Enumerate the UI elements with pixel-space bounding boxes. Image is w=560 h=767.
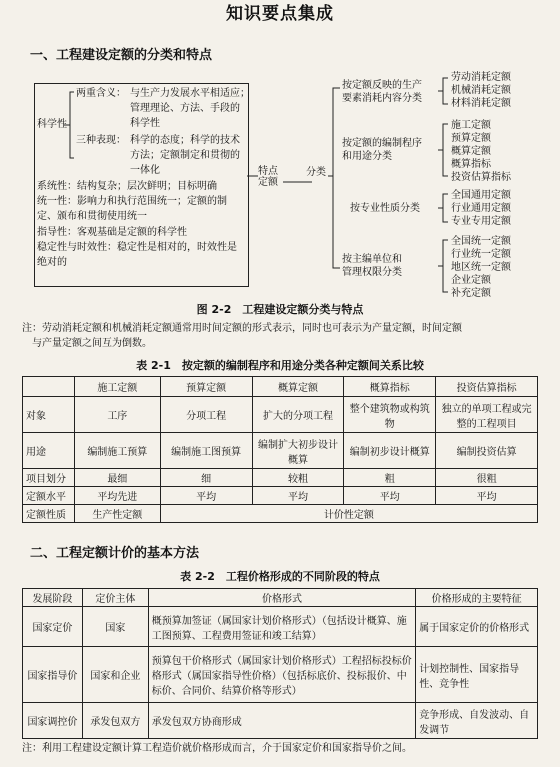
table-1-header	[23, 377, 75, 397]
table-cell: 计价性定额	[160, 505, 537, 523]
table-cell: 平均	[252, 487, 344, 505]
table-row	[23, 469, 538, 487]
table-1-header: 施工定额	[74, 377, 160, 397]
table-1-caption: 表 2-1 按定额的编制程序和用途分类各种定额间关系比较	[136, 359, 424, 372]
table-1-header: 概算指标	[344, 377, 436, 397]
category-4-item: 企业定额	[451, 275, 491, 286]
stage-cell: 国家指导价	[23, 647, 83, 703]
category-4-item: 地区统一定额	[451, 262, 511, 273]
category-2-item: 概算定额	[451, 146, 491, 157]
quota-label: 定额	[258, 177, 278, 188]
directive-text: 指导性：客观基础是定额的科学性	[37, 227, 187, 238]
features-label: 特点	[258, 166, 278, 177]
category-2-item: 投资估算指标	[451, 172, 511, 183]
classify-label: 分类	[306, 167, 326, 178]
row-label: 定额水平	[23, 487, 75, 505]
feature-cell: 竞争形成、自发波动、自发调节	[416, 703, 538, 739]
table-2-header: 发展阶段	[23, 589, 83, 607]
category-2-label: 按定额的编制程序	[342, 138, 422, 149]
table-cell: 编制投资估算	[436, 433, 538, 469]
table-1-header-row	[23, 377, 538, 397]
table-cell: 扩大的分项工程	[252, 397, 344, 433]
meaning-line-3: 科学性	[130, 118, 160, 129]
table-cell: 较粗	[252, 469, 344, 487]
row-label: 定额性质	[23, 505, 75, 523]
category-3-item: 全国通用定额	[451, 190, 511, 201]
category-4-label: 按主编单位和	[342, 254, 402, 265]
stability-line-2: 绝对的	[37, 257, 67, 268]
form-cell: 承发包双方协商形成	[148, 703, 415, 739]
stage-cell: 国家定价	[23, 607, 83, 647]
table-cell: 整个建筑物或构筑物	[344, 397, 436, 433]
table-cell: 独立的单项工程或完整的工程项目	[436, 397, 538, 433]
table-1-header: 概算定额	[252, 377, 344, 397]
table-cell: 粗	[344, 469, 436, 487]
table-cell: 编制扩大初步设计概算	[252, 433, 344, 469]
page-title: 知识要点集成	[226, 4, 334, 24]
table-row	[23, 433, 538, 469]
science-label: 科学性	[37, 119, 67, 130]
table-cell: 编制施工预算	[74, 433, 160, 469]
table-cell: 最细	[74, 469, 160, 487]
table-cell: 平均	[160, 487, 252, 505]
table-cell: 生产性定额	[74, 505, 160, 523]
table-2-header: 价格形式	[148, 589, 415, 607]
category-2-item: 预算定额	[451, 133, 491, 144]
meaning-line-1: 与生产力发展水平相适应；	[130, 88, 250, 99]
category-1-item: 材料消耗定额	[451, 98, 511, 109]
category-3-item: 专业专用定额	[451, 216, 511, 227]
table-cell: 编制施工图预算	[160, 433, 252, 469]
row-label: 对象	[23, 397, 75, 433]
table-cell: 平均先进	[74, 487, 160, 505]
table-row	[23, 647, 538, 703]
category-1-label: 要素消耗内容分类	[342, 93, 422, 104]
note-line-1: 注：劳动消耗定额和机械消耗定额通常用时间定额的形式表示，同时也可表示为产量定额，时间定额	[22, 323, 462, 334]
table-2-header: 定价主体	[82, 589, 148, 607]
table-cell: 平均	[436, 487, 538, 505]
row-label: 用途	[23, 433, 75, 469]
systematic-text: 系统性：结构复杂；层次鲜明；目标明确	[37, 181, 217, 192]
stage-cell: 国家调控价	[23, 703, 83, 739]
category-4-item: 全国统一定额	[451, 236, 511, 247]
feature-cell: 属于国家定价的价格形式	[416, 607, 538, 647]
meaning-line-2: 管理理论、方法、手段的	[130, 103, 240, 114]
form-cell: 概预算加签证（属国家计划价格形式）（包括设计概算、施工图预算、工程费用签证和竣工结算）	[148, 607, 415, 647]
category-3-label: 按专业性质分类	[350, 203, 420, 214]
table-row	[23, 703, 538, 739]
expression-line-3: 一体化	[130, 165, 160, 176]
section-1-heading: 一、工程建设定额的分类和特点	[30, 48, 213, 63]
table-2-header: 价格形成的主要特征	[416, 589, 538, 607]
row-label: 项目划分	[23, 469, 75, 487]
table-2-header-row	[23, 589, 538, 607]
subject-cell: 国家	[82, 607, 148, 647]
expression-label: 三种表现：	[76, 135, 126, 146]
stability-line-1: 稳定性与时效性：稳定性是相对的，时效性是	[37, 242, 237, 253]
expression-line-1: 科学的态度；科学的技术	[130, 135, 240, 146]
table-cell: 编制初步设计概算	[344, 433, 436, 469]
table-cell: 工序	[74, 397, 160, 433]
category-2-item: 施工定额	[451, 120, 491, 131]
category-1-item: 机械消耗定额	[451, 85, 511, 96]
table-row	[23, 607, 538, 647]
feature-cell: 计划控制性、国家指导性、竞争性	[416, 647, 538, 703]
table-1	[22, 376, 538, 523]
category-3-item: 行业通用定额	[451, 203, 511, 214]
table-2-caption: 表 2-2 工程价格形成的不同阶段的特点	[180, 570, 380, 583]
category-2-item: 概算指标	[451, 159, 491, 170]
table-1-header: 预算定额	[160, 377, 252, 397]
category-4-label: 管理权限分类	[342, 267, 402, 278]
unity-line-1: 统一性：影响力和执行范围统一；定额的制	[37, 196, 227, 207]
table-2	[22, 588, 538, 739]
subject-cell: 国家和企业	[82, 647, 148, 703]
form-cell: 预算包干价格形式（属国家计划价格形式）工程招标投标价格形式（属国家指导性价格）（包括标底价、投标报价、中标价、合同价、结算价格等形式）	[148, 647, 415, 703]
table-cell: 细	[160, 469, 252, 487]
category-1-item: 劳动消耗定额	[451, 72, 511, 83]
subject-cell: 承发包双方	[82, 703, 148, 739]
table-cell: 平均	[344, 487, 436, 505]
table-row	[23, 397, 538, 433]
table-2-note: 注：利用工程建设定额计算工程造价就价格形成而言，介于国家定价和国家指导价之间。	[22, 743, 412, 754]
figure-caption: 图 2-2 工程建设定额分类与特点	[196, 303, 364, 316]
note-line-2: 与产量定额之间互为倒数。	[32, 338, 152, 349]
table-1-header: 投资估算指标	[436, 377, 538, 397]
meaning-label: 两重含义：	[76, 88, 126, 99]
table-cell: 很粗	[436, 469, 538, 487]
table-row	[23, 505, 538, 523]
table-row	[23, 487, 538, 505]
expression-line-2: 方法；定额制定和贯彻的	[130, 150, 240, 161]
section-2-heading: 二、工程定额计价的基本方法	[30, 546, 200, 561]
category-1-label: 按定额反映的生产	[342, 80, 422, 91]
category-2-label: 和用途分类	[342, 151, 392, 162]
table-cell: 分项工程	[160, 397, 252, 433]
unity-line-2: 定、颁布和贯彻使用统一	[37, 211, 147, 222]
category-4-item: 行业统一定额	[451, 249, 511, 260]
category-4-item: 补充定额	[451, 288, 491, 299]
